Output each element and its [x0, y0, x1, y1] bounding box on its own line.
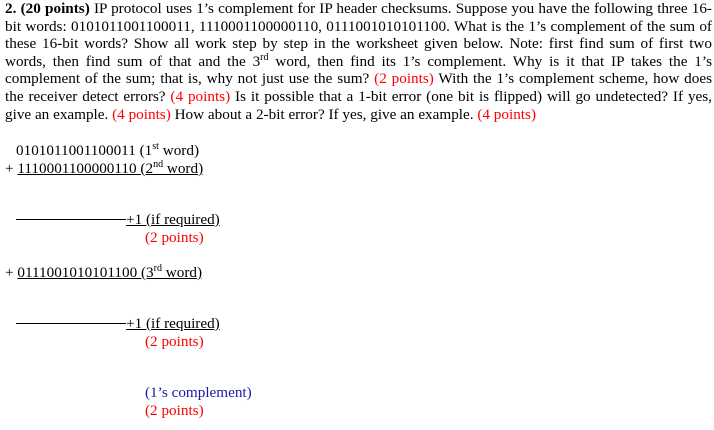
- carry-line-2: [16, 315, 220, 333]
- ordinal-suffix: rd: [153, 262, 162, 274]
- points-label: (4 points): [477, 105, 536, 123]
- word-label-end: word): [158, 142, 200, 159]
- word-label-end: word): [161, 264, 203, 281]
- first-word-line: [16, 142, 199, 160]
- third-word-line: [5, 264, 202, 282]
- points-label: (4 points): [170, 87, 231, 105]
- problem-statement: [5, 0, 712, 123]
- carry-points-2: (2 points): [145, 333, 204, 350]
- word-label-end: word): [163, 160, 204, 177]
- question-text-part: word, then find its 1’s complement. Why is it that IP takes the 1’s complement of the sum; that is, why not just use the sum?: [5, 52, 713, 88]
- second-word-line: [5, 160, 203, 178]
- second-word: 1110001100000110 (2: [17, 160, 154, 177]
- carry-line-1: [16, 211, 220, 229]
- question-number: 2.: [5, 0, 17, 17]
- points-label: (4 points): [112, 105, 171, 123]
- first-word: 0101011001100011 (1: [16, 142, 153, 159]
- plus-sign: +: [5, 160, 18, 177]
- third-word: 0111001010101100 (3: [17, 264, 154, 281]
- sum-blank: [16, 322, 126, 324]
- complement-label: (1’s complement): [145, 384, 252, 401]
- ordinal-suffix: nd: [153, 158, 164, 170]
- carry-points-1: (2 points): [145, 229, 204, 246]
- question-superscript: rd: [260, 51, 269, 63]
- carry-label: +1 (if required): [126, 315, 220, 332]
- points-label: (2 points): [374, 70, 434, 88]
- question-total-points: (20 points): [20, 0, 90, 17]
- question-text-part: IP protocol uses 1’s complement for IP header checksums. Suppose you have the following three 16-bit words: 0101011001100011, 1110001100000110, 0111001010101100. What is the 1’s complement of the sum of these 16-bit words? Show all work step by step in the worksheet given below. Note: first find sum of first two words, then find sum of that and the 3: [5, 0, 712, 70]
- question-text-part: Is it possible that a 1-bit error (one bit is flipped) will go undetected? If yes, give an example.: [5, 87, 712, 123]
- plus-sign: +: [5, 264, 18, 281]
- question-text-part: How about a 2-bit error? If yes, give an example.: [170, 105, 478, 123]
- third-word-underlined: [17, 264, 202, 281]
- complement-points: (2 points): [145, 402, 204, 419]
- sum-blank: [16, 218, 126, 220]
- question-text-part: With the 1’s complement scheme, how does the receiver detect errors?: [5, 70, 712, 105]
- carry-label: +1 (if required): [126, 211, 220, 228]
- second-word-underlined: [17, 160, 203, 177]
- ordinal-suffix: st: [152, 140, 159, 152]
